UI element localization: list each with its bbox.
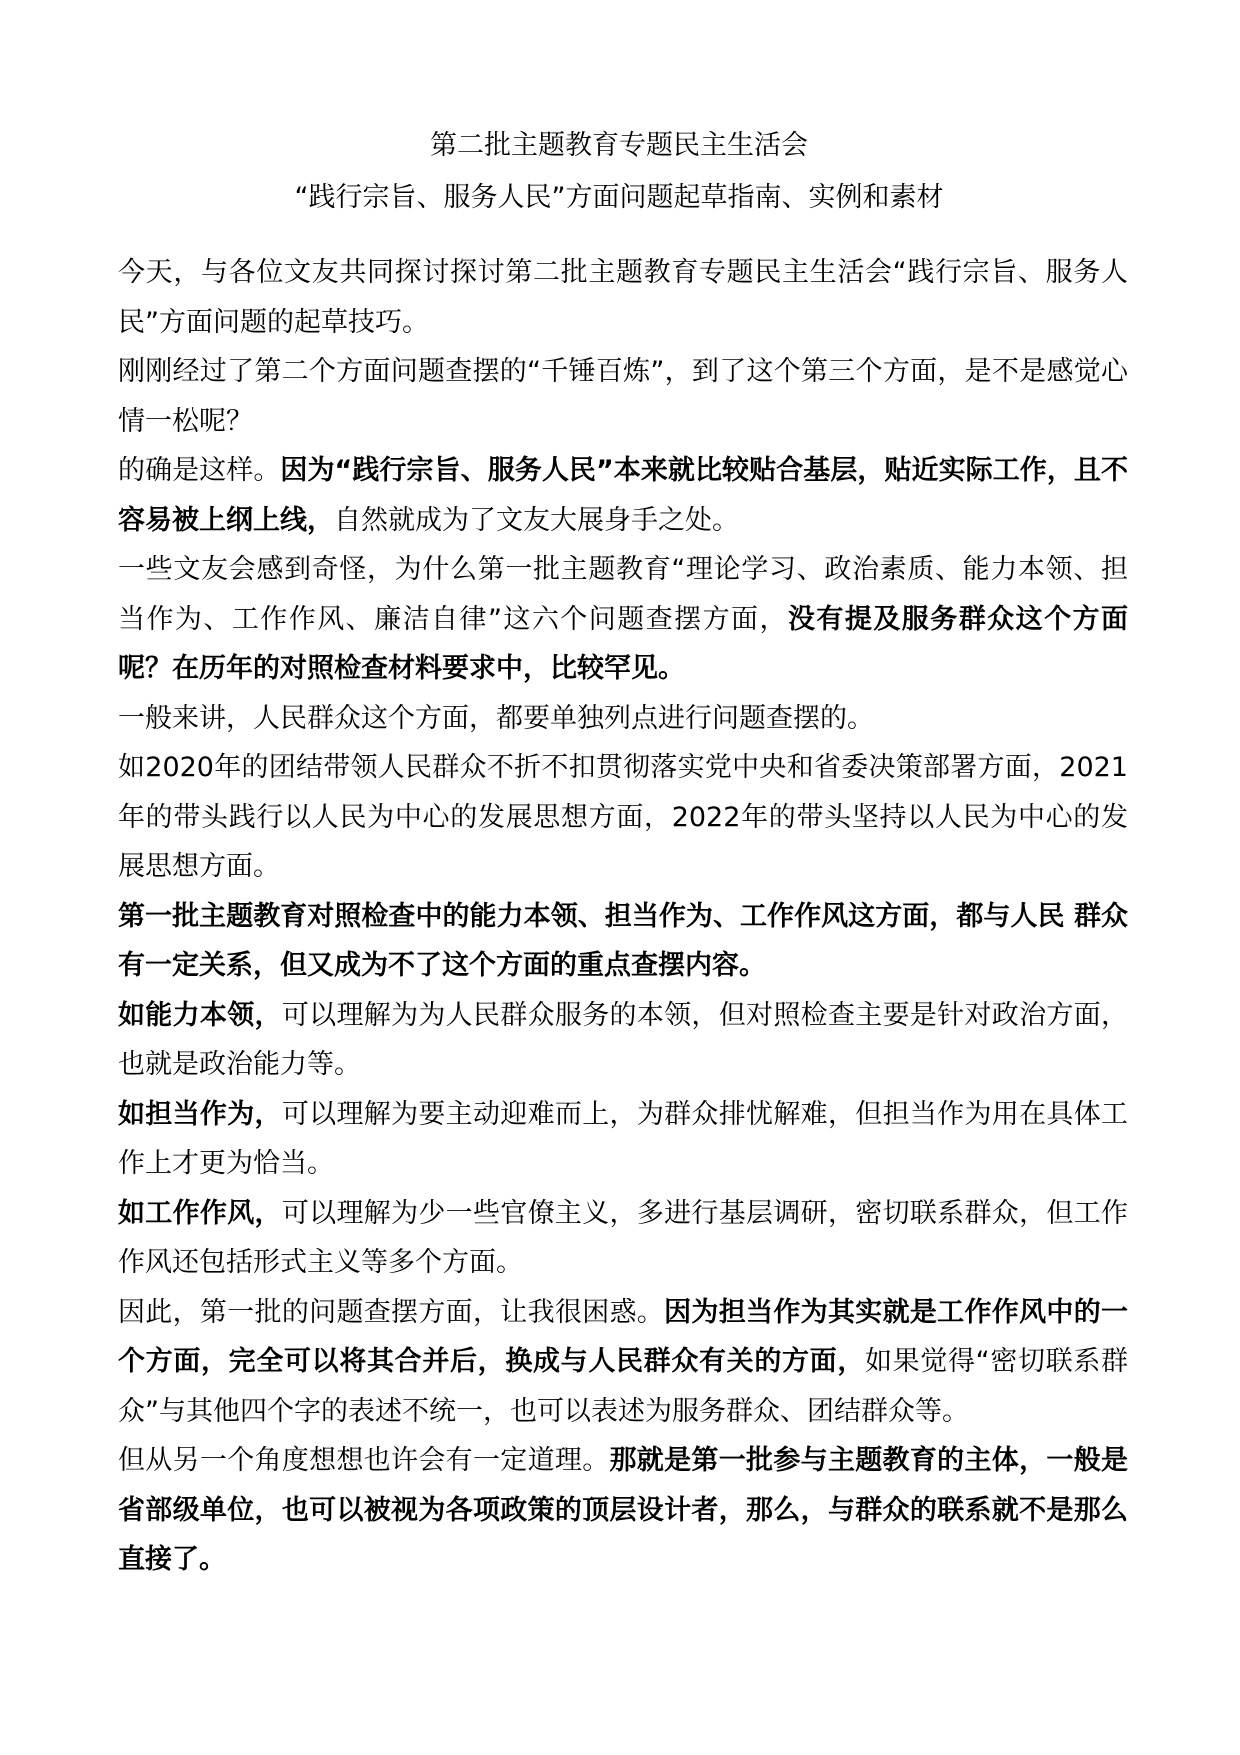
paragraph xyxy=(118,1288,1128,1437)
text-run: 如果觉得“密切联系群众”与其他四个字的表述不统一，也可以表述为服务群众、团结群众等。 xyxy=(118,1346,1128,1427)
title-line-2: “践行宗旨、服务人民”方面问题起草指南、实例和素材 xyxy=(294,182,944,213)
text-run: 今天，与各位文友共同探讨探讨第二批主题教育专题民主生活会“践行宗旨、服务人民”方面问题的起草技巧。 xyxy=(118,257,1128,338)
paragraph xyxy=(118,545,1128,694)
text-run: 但从另一个角度想想也许会有一定道理。 xyxy=(118,1445,610,1476)
bold-text-run: 如担当作为， xyxy=(118,1098,282,1130)
text-run: 可以理解为为人民群众服务的本领，但对照检查主要是针对政治方面，也就是政治能力等。 xyxy=(118,999,1129,1080)
text-run: 因此，第一批的问题查摆方面，让我很困惑。 xyxy=(118,1296,665,1328)
paragraph xyxy=(118,347,1128,446)
text-run: 一些文友会感到奇怪，为什么第一批主题教育“理论学习、政治素质、能力本领、担当作为、工作作风、廉洁自律”这六个问题查摆方面， xyxy=(118,554,1128,635)
paragraph xyxy=(118,991,1128,1090)
paragraph xyxy=(118,248,1128,347)
bold-text-run: 没有提及服务群众这个方面呢？在历年的对照检查材料要求中，比较罕见。 xyxy=(118,603,1128,684)
text-run: 一般来讲，人民群众这个方面，都要单独列点进行问题查摆的。 xyxy=(118,702,874,734)
bold-text-run: 第一批主题教育对照检查中的能力本领、担当作为、工作作风这方面，都与人民 群众有一定关系，但又成为不了这个方面的重点查摆内容。 xyxy=(118,900,1128,981)
document-title xyxy=(118,120,1120,224)
bold-text-run: 如能力本领， xyxy=(118,999,282,1031)
document-body xyxy=(118,248,1128,1585)
paragraph xyxy=(118,694,1128,744)
text-run: 可以理解为少一些官僚主义，多进行基层调研，密切联系群众，但工作作风还包括形式主义等多个方面。 xyxy=(118,1197,1129,1278)
text-run: 的确是这样。 xyxy=(118,455,281,486)
bold-text-run: 因为“践行宗旨、服务人民”本来就比较贴合基层，贴近实际工作，且不容易被上纲上线， xyxy=(118,455,1128,536)
paragraph xyxy=(118,892,1128,991)
paragraph xyxy=(118,1090,1128,1189)
bold-text-run: 如工作作风， xyxy=(118,1197,282,1229)
text-run: 如2020年的团结带领人民群众不折不扣贯彻落实党中央和省委决策部署方面，2021年的带头践行以人民为中心的发展思想方面，2022年的带头坚持以人民为中心的发展思想方面。 xyxy=(118,752,1128,882)
bold-text-run: 因为担当作为其实就是工作作风中的一个方面，完全可以将其合并后，换成与人民群众有关的方面， xyxy=(118,1296,1129,1377)
title-line-1: 第二批主题教育专题民主生活会 xyxy=(430,130,808,161)
text-run: 自然就成为了文友大展身手之处。 xyxy=(334,504,739,536)
text-run: 刚刚经过了第二个方面问题查摆的“千锤百炼”，到了这个第三个方面，是不是感觉心情一松呢？ xyxy=(118,356,1128,437)
paragraph xyxy=(118,446,1128,545)
paragraph xyxy=(118,743,1128,892)
paragraph xyxy=(118,1436,1128,1585)
paragraph xyxy=(118,1189,1128,1288)
text-run: 可以理解为要主动迎难而上，为群众排忧解难，但担当作为用在具体工作上才更为恰当。 xyxy=(118,1098,1129,1179)
bold-text-run: 那就是第一批参与主题教育的主体，一般是省部级单位，也可以被视为各项政策的顶层设计者，那么，与群众的联系就不是那么直接了。 xyxy=(118,1445,1128,1575)
